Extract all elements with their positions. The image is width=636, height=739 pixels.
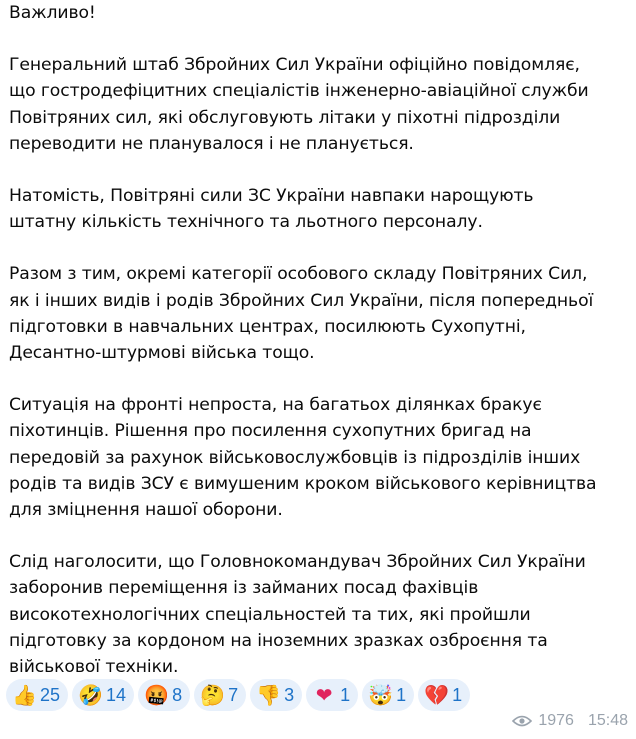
reaction-rofl[interactable] xyxy=(72,679,134,711)
paragraph-gap xyxy=(9,235,629,261)
paragraph-gap xyxy=(9,523,629,549)
reaction-thumbs-up[interactable] xyxy=(6,679,68,711)
message-paragraph: Ситуація на фронті непроста, на багатьох ділянках бракує піхотинців. Рішення про посилення сухопутних бригад на передовій за рахунок військовослужбовців із підрозділів інших родів та видів ЗСУ є вимушеним кроком військового керівництва для зміцнення нашої оборони. xyxy=(9,395,597,521)
exploding-head-icon: 🤯 xyxy=(368,683,394,707)
message-paragraph: Генеральний штаб Збройних Сил України офіційно повідомляє, що гостродефіцитних спеціалістів інженерно-авіаційної служби Повітряних сил, які обслуговують літаки у піхотні підрозділи переводити не планувалося і не планується. xyxy=(9,55,589,154)
reaction-count: 7 xyxy=(228,684,239,705)
thinking-face-icon: 🤔 xyxy=(200,683,225,707)
rofl-icon: 🤣 xyxy=(78,683,103,707)
thumbs-up-icon: 👍 xyxy=(12,683,37,707)
message-paragraph: Важливо! xyxy=(9,3,96,23)
heart-on-fire-icon: 💔 xyxy=(424,683,450,707)
reaction-thinking-face[interactable] xyxy=(194,679,246,711)
reaction-heart-on-fire[interactable] xyxy=(418,679,470,711)
reaction-count: 1 xyxy=(396,684,407,705)
reaction-count: 1 xyxy=(452,684,463,705)
reaction-cursing-face[interactable] xyxy=(138,679,190,711)
message-paragraph: Разом з тим, окремі категорії особового складу Повітряних Сил, як і інших видів і родів Збройних Сил України, після попередньої підготовки в навчальних центрах, посилюють Сухопутні, Десантно-штурмові війська тощо. xyxy=(9,264,594,364)
reaction-count: 3 xyxy=(284,684,295,705)
message-paragraph: Натомість, Повітряні сили ЗС України навпаки нарощують штатну кількість технічного та льотного персоналу. xyxy=(9,186,534,233)
paragraph-gap xyxy=(9,157,629,183)
message-paragraph: Слід наголосити, що Головнокомандувач Збройних Сил України заборонив переміщення із займаних посад фахівців високотехнологічних спеціальностей та тих, які пройшли підготовку за кордоном на іноземних зразках озброєння та військової техніки. xyxy=(9,552,586,678)
message-meta xyxy=(512,712,628,730)
reaction-count: 8 xyxy=(172,684,183,705)
reactions-bar xyxy=(6,679,470,715)
reaction-exploding-head[interactable] xyxy=(362,679,414,711)
message-text xyxy=(9,0,629,680)
paragraph-gap xyxy=(9,26,629,52)
reaction-red-heart[interactable] xyxy=(306,679,358,711)
paragraph-gap xyxy=(9,366,629,392)
reaction-count: 14 xyxy=(106,684,127,705)
reaction-count: 1 xyxy=(340,684,351,705)
eye-icon xyxy=(512,715,532,727)
reaction-count: 25 xyxy=(40,684,61,705)
view-count: 1976 xyxy=(538,712,574,729)
thumbs-down-icon: 👎 xyxy=(256,683,281,707)
cursing-face-icon: 🤬 xyxy=(144,683,169,707)
reaction-thumbs-down[interactable] xyxy=(250,679,302,711)
message-time: 15:48 xyxy=(587,712,628,729)
red-heart-icon: ❤ xyxy=(315,683,333,707)
